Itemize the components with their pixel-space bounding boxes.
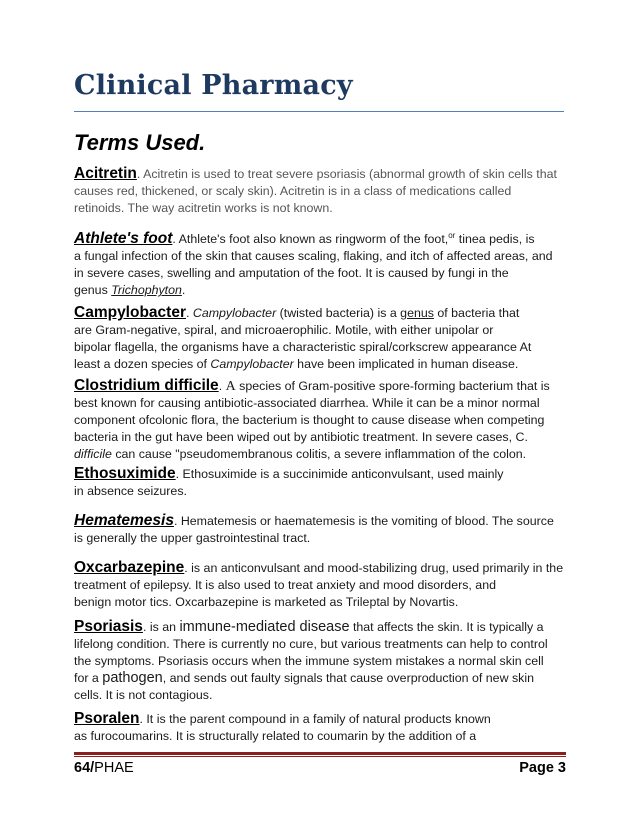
- term-hematemesis: Hematemesis: [74, 512, 174, 529]
- page-title: Clinical Pharmacy: [74, 70, 353, 101]
- term-ethosuximide: Ethosuximide: [74, 465, 176, 482]
- entry-campylobacter: Campylobacter. Campylobacter (twisted bacteria) is a genus of bacteria that are Gram-negative, spiral, and microaerophilic. Motile, with either unipolar or bipolar flagella, the organisms have a characteristic spiral/corkscrew appearance At least a dozen species of Campylobacter have been implicated in human disease.: [74, 304, 532, 371]
- entry-clostridium-difficile: Clostridium difficile. A species of Gram-positive spore-forming bacterium that is best known for causing antibiotic-associated diarrhea. While it can be a minor normal component ofcolonic flora, the bacterium is thought to cause disease when competing bacteria in the gut have been wiped out by antibiotic treatment. In severe cases, C. difficile can cause "pseudomembranous colitis, a severe inflammation of the colon.: [74, 377, 550, 461]
- footer-course-code: 64/PHAE: [74, 760, 134, 776]
- link-trichophyton[interactable]: Trichophyton: [111, 283, 182, 298]
- term-psoriasis: Psoriasis: [74, 618, 143, 635]
- term-acitretin: Acitretin: [74, 165, 137, 182]
- term-psoralen: Psoralen: [74, 710, 140, 727]
- footer-divider-thin: [74, 756, 566, 757]
- entry-psoralen: Psoralen. It is the parent compound in a family of natural products known as furocoumarins. It is structurally related to coumarin by the addition of a: [74, 710, 491, 743]
- footer-page-number: Page 3: [519, 760, 566, 776]
- section-subtitle: Terms Used.: [74, 130, 206, 155]
- entry-athletes-foot: Athlete's foot. Athlete's foot also known as ringworm of the foot,$^{or}$ tinea pedis, is a fungal infection of the skin that causes scaling, flaking, and itch of affected areas, and in severe cases, swelling and amputation of the foot. It is caused by fungi in the genus Trichophyton.: [74, 230, 553, 298]
- entry-psoriasis: Psoriasis. is an immune-mediated disease that affects the skin. It is typically a lifelong condition. There is currently no cure, but various treatments can help to control the symptoms. Psoriasis occurs when the immune system mistakes a normal skin cell for a pathogen, and sends out faulty signals that cause overproduction of new skin cells. It is not contagious.: [74, 618, 548, 702]
- footer-divider-thick: [74, 752, 566, 755]
- term-athletes-foot: Athlete's foot: [74, 230, 173, 248]
- entry-hematemesis: Hematemesis. Hematemesis or haematemesis is the vomiting of blood. The source is generally the upper gastrointestinal tract.: [74, 512, 554, 545]
- link-genus[interactable]: genus: [400, 306, 434, 320]
- entry-oxcarbazepine: Oxcarbazepine. is an anticonvulsant and mood-stabilizing drug, used primarily in the treatment of epilepsy. It is also used to treat anxiety and mood disorders, and benign motor tics. Oxcarbazepine is marketed as Trileptal by Novartis.: [74, 559, 564, 609]
- term-oxcarbazepine: Oxcarbazepine: [74, 559, 185, 576]
- title-divider: [74, 111, 564, 112]
- term-campylobacter: Campylobacter: [74, 304, 186, 321]
- entry-ethosuximide: Ethosuximide. Ethosuximide is a succinimide anticonvulsant, used mainly in absence seizures.: [74, 465, 504, 498]
- entry-acitretin: Acitretin. Acitretin is used to treat severe psoriasis (abnormal growth of skin cells that causes red, thickened, or scaly skin). Acitretin is in a class of medications called retinoids. The way acitretin works is not known.: [74, 165, 557, 215]
- term-clostridium-difficile: Clostridium difficile: [74, 377, 219, 394]
